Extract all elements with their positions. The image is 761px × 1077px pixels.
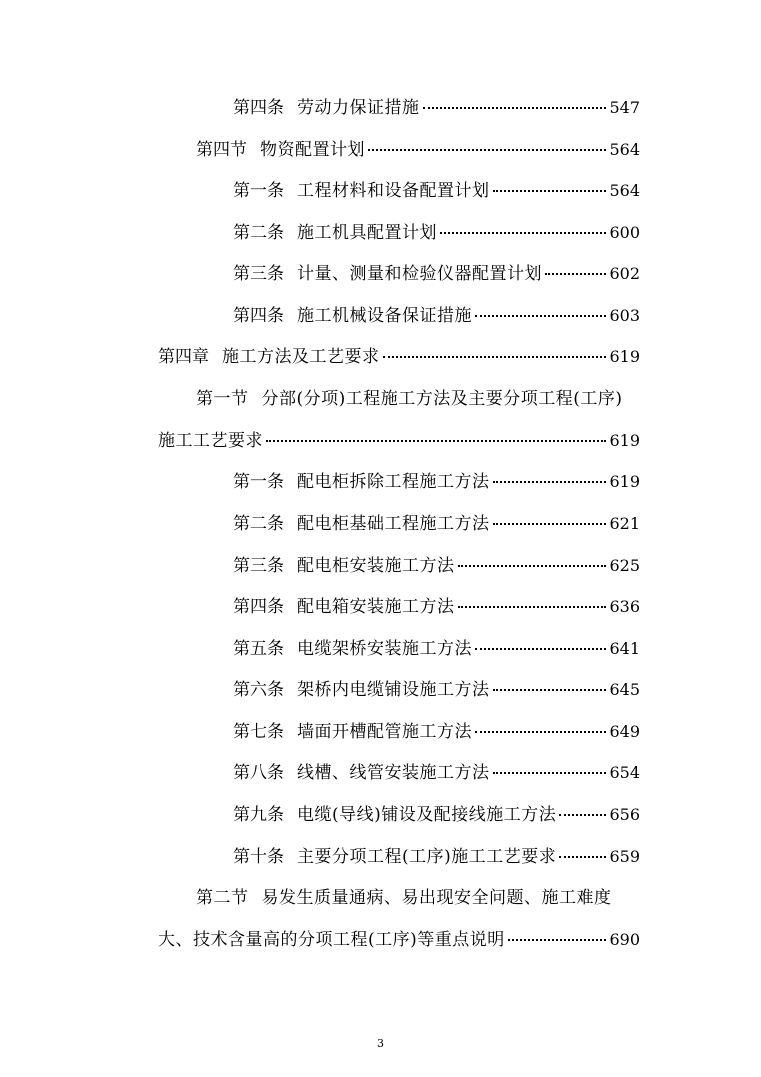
toc-entry[interactable] bbox=[233, 305, 640, 327]
toc-entry-title: 施工机械设备保证措施 bbox=[297, 306, 472, 326]
toc-entry-label: 第一条 bbox=[233, 472, 284, 492]
dot-leader bbox=[383, 356, 607, 358]
dot-leader bbox=[440, 232, 606, 234]
toc-entry-title: 易发生质量通病、易出现安全问题、施工难度 bbox=[261, 888, 612, 908]
toc-entry-title: 配电柜拆除工程施工方法 bbox=[297, 472, 490, 492]
toc-entry-label: 第九条 bbox=[233, 805, 284, 825]
toc-entry-label: 第四章 bbox=[158, 347, 209, 367]
toc-entry-label: 第四条 bbox=[233, 597, 284, 617]
dot-leader bbox=[475, 731, 606, 733]
toc-entry[interactable] bbox=[196, 139, 640, 161]
toc-entry-label: 第七条 bbox=[233, 722, 284, 742]
dot-leader bbox=[493, 523, 607, 525]
toc-entry-label: 第三条 bbox=[233, 264, 284, 284]
toc-entry-page: 656 bbox=[609, 805, 640, 824]
toc-entry-page: 564 bbox=[609, 140, 640, 159]
toc-entry-label: 第四节 bbox=[196, 140, 247, 160]
toc-entry-page: 603 bbox=[609, 306, 640, 325]
toc-entry[interactable] bbox=[158, 929, 640, 951]
toc-entry-title: 分部(分项)工程施工方法及主要分项工程(工序) bbox=[261, 389, 623, 409]
toc-entry[interactable] bbox=[233, 471, 640, 493]
toc-entry-page: 564 bbox=[609, 181, 640, 200]
toc-entry-page: 619 bbox=[609, 472, 640, 491]
dot-leader bbox=[475, 648, 606, 650]
toc-entry-label: 第二节 bbox=[196, 888, 249, 908]
toc-entry-title: 配电柜基础工程施工方法 bbox=[297, 514, 490, 534]
toc-entry[interactable] bbox=[233, 596, 640, 618]
toc-entry-page: 641 bbox=[609, 639, 640, 658]
toc-entry-title: 施工机具配置计划 bbox=[297, 223, 437, 243]
toc-entry-title: 劳动力保证措施 bbox=[297, 98, 420, 118]
toc-entry-page: 621 bbox=[609, 514, 640, 533]
dot-leader bbox=[493, 481, 607, 483]
toc-entry-heading[interactable] bbox=[196, 388, 623, 410]
dot-leader bbox=[458, 606, 607, 608]
dot-leader bbox=[475, 315, 606, 317]
toc-entry-title: 电缆(导线)铺设及配接线施工方法 bbox=[297, 805, 557, 825]
toc-entry[interactable] bbox=[158, 430, 640, 452]
toc-entry-label: 第三条 bbox=[233, 556, 284, 576]
toc-entry-page: 619 bbox=[609, 431, 640, 450]
toc-entry-title: 线槽、线管安装施工方法 bbox=[297, 763, 490, 783]
toc-entry[interactable] bbox=[233, 638, 640, 660]
dot-leader bbox=[545, 273, 606, 275]
toc-entry-page: 654 bbox=[609, 763, 640, 782]
toc-entry-title: 电缆架桥安装施工方法 bbox=[297, 639, 472, 659]
toc-entry-heading[interactable] bbox=[196, 887, 612, 909]
toc-entry-label: 第六条 bbox=[233, 680, 284, 700]
toc-entry[interactable] bbox=[233, 263, 640, 285]
toc-entry-page: 619 bbox=[609, 347, 640, 366]
toc-entry-label: 第二条 bbox=[233, 223, 284, 243]
toc-entry-label: 第五条 bbox=[233, 639, 284, 659]
toc-entry-title: 施工工艺要求 bbox=[158, 431, 263, 451]
toc-entry[interactable] bbox=[233, 555, 640, 577]
toc-entry-title: 主要分项工程(工序)施工工艺要求 bbox=[297, 847, 557, 867]
dot-leader bbox=[266, 440, 606, 442]
toc-entry-title: 墙面开槽配管施工方法 bbox=[297, 722, 472, 742]
dot-leader bbox=[493, 689, 607, 691]
toc-entry[interactable] bbox=[158, 346, 640, 368]
toc-entry-title: 施工方法及工艺要求 bbox=[222, 347, 380, 367]
toc-entry-page: 690 bbox=[609, 930, 640, 949]
toc-entry-label: 第四条 bbox=[233, 306, 284, 326]
toc-entry-title: 架桥内电缆铺设施工方法 bbox=[297, 680, 490, 700]
dot-leader bbox=[559, 856, 606, 858]
toc-entry-title: 计量、测量和检验仪器配置计划 bbox=[297, 264, 542, 284]
toc-entry[interactable] bbox=[233, 721, 640, 743]
toc-entry-page: 547 bbox=[609, 98, 640, 117]
toc-entry-page: 645 bbox=[609, 680, 640, 699]
toc-entry-page: 659 bbox=[609, 847, 640, 866]
toc-entry[interactable] bbox=[233, 180, 640, 202]
dot-leader bbox=[508, 939, 607, 941]
dot-leader bbox=[493, 772, 607, 774]
toc-entry-title: 配电箱安装施工方法 bbox=[297, 597, 455, 617]
toc-entry-label: 第二条 bbox=[233, 514, 284, 534]
toc-entry[interactable] bbox=[233, 846, 640, 868]
dot-leader bbox=[458, 565, 607, 567]
dot-leader bbox=[559, 814, 606, 816]
toc-entry-title: 大、技术含量高的分项工程(工序)等重点说明 bbox=[158, 930, 505, 950]
toc-entry[interactable] bbox=[233, 97, 640, 119]
toc-entry-label: 第一节 bbox=[196, 389, 249, 409]
toc-entry-page: 600 bbox=[609, 223, 640, 242]
dot-leader bbox=[368, 149, 606, 151]
toc-entry[interactable] bbox=[233, 222, 640, 244]
toc-entry-label: 第十条 bbox=[233, 847, 284, 867]
toc-entry[interactable] bbox=[233, 679, 640, 701]
toc-entry[interactable] bbox=[233, 513, 640, 535]
toc-entry-page: 602 bbox=[609, 264, 640, 283]
toc-entry[interactable] bbox=[233, 762, 640, 784]
toc-entry-label: 第八条 bbox=[233, 763, 284, 783]
dot-leader bbox=[493, 190, 607, 192]
toc-entry-title: 物资配置计划 bbox=[260, 140, 365, 160]
toc-entry-page: 625 bbox=[609, 556, 640, 575]
toc-entry-title: 配电柜安装施工方法 bbox=[297, 556, 455, 576]
toc-entry-label: 第四条 bbox=[233, 98, 284, 118]
toc-entry-label: 第一条 bbox=[233, 181, 284, 201]
toc-entry-page: 649 bbox=[609, 722, 640, 741]
toc-entry[interactable] bbox=[233, 804, 640, 826]
dot-leader bbox=[423, 107, 607, 109]
page-number: 3 bbox=[377, 1037, 384, 1050]
toc-entry-page: 636 bbox=[609, 597, 640, 616]
toc-entry-title: 工程材料和设备配置计划 bbox=[297, 181, 490, 201]
